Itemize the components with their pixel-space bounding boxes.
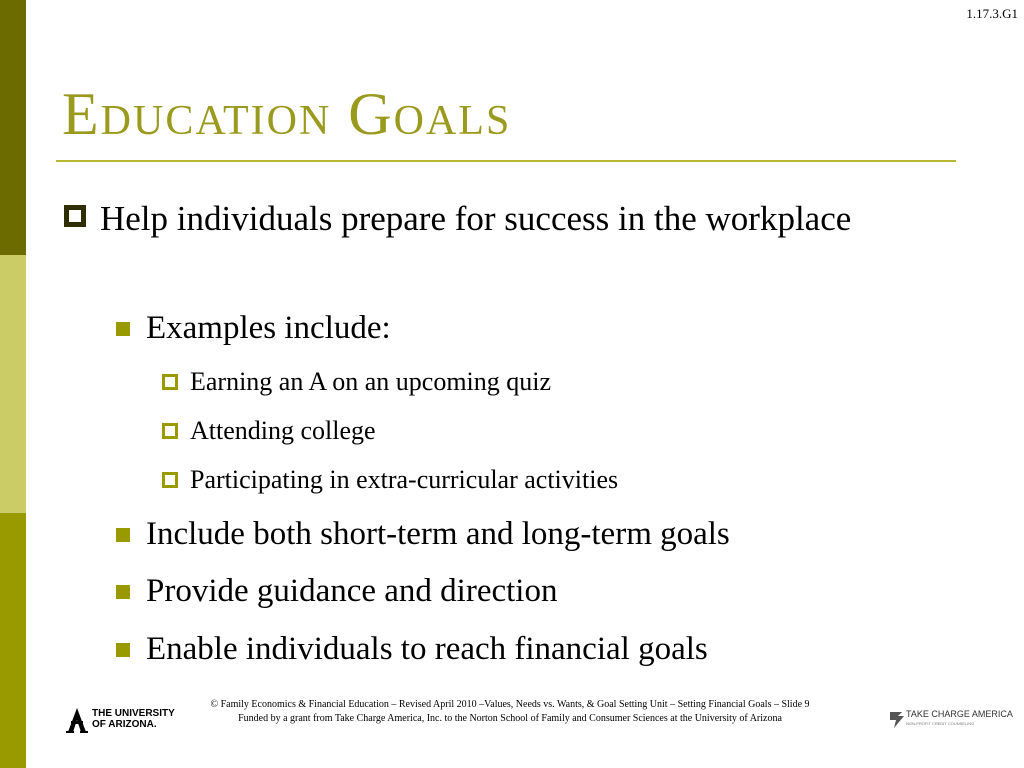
bullet-point-2: Provide guidance and direction — [146, 573, 558, 609]
take-charge-america-wordmark — [906, 709, 1013, 729]
hollow-square-bullet-icon — [162, 472, 178, 488]
footer-line-1: © Family Economics & Financial Education – Revised April 2010 –Values, Needs vs. Wants, & Goal Setting Unit – Setting Financial Goals – Slide 9 — [210, 699, 810, 710]
hollow-square-bullet-icon — [162, 423, 178, 439]
square-bullet-icon — [116, 643, 130, 657]
footer-line-2: Funded by a grant from Take Charge America, Inc. to the Norton School of Family and Consumer Sciences at the University of Arizona — [238, 713, 782, 724]
ua-line-2: OF ARIZONA. — [92, 719, 157, 730]
sidebar-segment-mid — [0, 513, 26, 768]
hollow-square-bullet-icon — [162, 374, 178, 390]
square-bullet-icon — [116, 585, 130, 599]
bullet-example-3: Participating in extra-curricular activities — [190, 465, 619, 494]
bullet-example-1: Earning an A on an upcoming quiz — [190, 367, 552, 396]
sidebar-segment-light — [0, 255, 26, 513]
bullet-point-1: Include both short-term and long-term goals — [146, 516, 730, 552]
slide-title: Education Goals — [62, 81, 512, 147]
title-underline — [56, 160, 956, 162]
footer — [160, 698, 860, 726]
bullet-main: Help individuals prepare for success in the workplace — [100, 199, 852, 238]
square-bullet-icon — [116, 322, 130, 336]
tca-name: TAKE CHARGE AMERICA — [906, 709, 1013, 719]
sidebar-segment-dark — [0, 0, 26, 255]
tca-tagline: NON-PROFIT CREDIT COUNSELING — [906, 721, 975, 726]
hollow-square-bullet-icon — [64, 205, 86, 227]
square-bullet-icon — [116, 528, 130, 542]
bullet-examples-label: Examples include: — [146, 310, 391, 346]
ua-line-1: THE UNIVERSITY — [92, 708, 175, 719]
sidebar — [0, 0, 26, 768]
bullet-point-3: Enable individuals to reach financial goals — [146, 631, 708, 667]
slide-id: 1.17.3.G1 — [966, 6, 1018, 21]
bullet-example-2: Attending college — [190, 416, 376, 445]
